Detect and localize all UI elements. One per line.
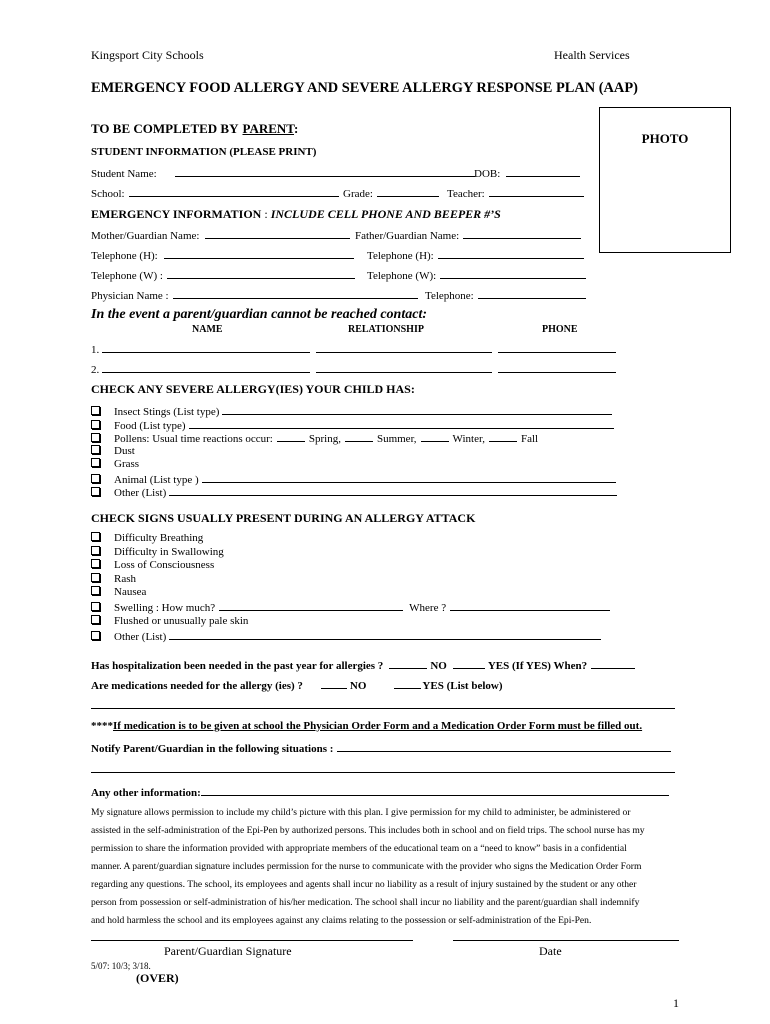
contact-1-phone-field[interactable] (498, 342, 616, 353)
allergy-dust-checkbox[interactable] (91, 445, 100, 454)
tel-h-field-2[interactable] (438, 248, 584, 259)
other-info-row: Any other information: (91, 785, 669, 799)
allergy-food-field[interactable] (189, 418, 614, 429)
physician-tel-label: Telephone: (425, 290, 474, 302)
hosp-yes-field[interactable] (453, 658, 485, 669)
physician-tel-row (425, 288, 586, 302)
school-label: School: (91, 188, 125, 200)
medications-row: Are medications needed for the allergy (ies) ? NO YES (List below) (91, 680, 503, 692)
date-line[interactable] (453, 940, 679, 941)
allergy-pollens: Pollens: Usual time reactions occur: Spring, Summer, Winter, Fall (91, 431, 538, 445)
student-info-heading: STUDENT INFORMATION (PLEASE PRINT) (91, 146, 317, 158)
allergy-food: Food (List type) (91, 418, 614, 432)
contact-1-name-field[interactable] (102, 342, 310, 353)
sign-swelling-checkbox[interactable] (91, 602, 100, 611)
dob-row (474, 166, 580, 180)
signs-heading: CHECK SIGNS USUALLY PRESENT DURING AN ALLERGY ATTACK (91, 511, 476, 525)
sign-flushed-checkbox[interactable] (91, 615, 100, 624)
contact-row-1 (91, 342, 616, 356)
physician-tel-field[interactable] (478, 288, 586, 299)
revision-dates: 5/07: 10/3; 3/18. (91, 961, 151, 971)
emergency-heading: EMERGENCY INFORMATION : INCLUDE CELL PHONE AND BEEPER #’S (91, 207, 501, 221)
notify-line-2[interactable] (91, 772, 675, 773)
sign-checkbox[interactable] (91, 559, 100, 568)
contact-row-2-num: 2. (91, 364, 100, 376)
contact-col-phone: PHONE (542, 324, 578, 335)
tel-w-row-1 (91, 268, 355, 282)
hospitalization-row: Has hospitalization been needed in the past year for allergies ? NO YES (If YES) When? (91, 658, 635, 672)
sign-item: Loss of Consciousness (91, 559, 610, 573)
tel-h-row-1 (91, 248, 354, 262)
page-number: 1 (673, 996, 679, 1010)
notify-field[interactable] (337, 741, 671, 752)
contact-1-relationship-field[interactable] (316, 342, 492, 353)
sign-item: Difficulty in Swallowing (91, 546, 610, 560)
contact-2-phone-field[interactable] (498, 362, 616, 373)
school-row (91, 186, 339, 200)
parent-signature-label: Parent/Guardian Signature (164, 944, 292, 958)
sign-flushed: Flushed or unusually pale skin (91, 615, 610, 629)
permission-paragraph (91, 804, 691, 930)
swelling-amount-field[interactable] (219, 600, 403, 611)
form-title: EMERGENCY FOOD ALLERGY AND SEVERE ALLERGY RESPONSE PLAN (AAP) (91, 80, 638, 96)
other-info-field[interactable] (201, 785, 669, 796)
swelling-where-field[interactable] (450, 600, 610, 611)
father-row (355, 228, 581, 242)
hosp-when-field[interactable] (591, 658, 635, 669)
allergy-dust: Dust (91, 445, 135, 457)
over-label: (OVER) (136, 971, 179, 985)
meds-no-field[interactable] (321, 678, 347, 689)
sign-checkbox[interactable] (91, 573, 100, 582)
allergy-insect-checkbox[interactable] (91, 406, 100, 415)
physician-label: Physician Name : (91, 290, 169, 302)
sign-checkbox[interactable] (91, 546, 100, 555)
tel-h-row-2 (367, 248, 584, 262)
pollen-spring-field[interactable] (277, 431, 305, 442)
photo-label: PHOTO (641, 131, 689, 146)
contact-row-2 (91, 362, 616, 376)
teacher-label: Teacher: (447, 188, 485, 200)
contact-2-relationship-field[interactable] (316, 362, 492, 373)
father-label: Father/Guardian Name: (355, 230, 460, 242)
hosp-no-field[interactable] (389, 658, 427, 669)
physician-row (91, 288, 418, 302)
allergy-animal-field[interactable] (202, 472, 616, 483)
allergy-animal: Animal (List type ) (91, 472, 616, 486)
tel-w-row-2 (367, 268, 586, 282)
allergy-other-checkbox[interactable] (91, 487, 100, 496)
header-left: Kingsport City Schools (91, 48, 204, 62)
allergy-food-checkbox[interactable] (91, 420, 100, 429)
allergy-insect: Insect Stings (List type) (91, 404, 612, 418)
allergy-insect-field[interactable] (222, 404, 612, 415)
pollen-winter-field[interactable] (421, 431, 449, 442)
contact-heading: In the event a parent/guardian cannot be reached contact: (91, 307, 427, 322)
grade-field[interactable] (377, 186, 439, 197)
parent-signature-line[interactable] (91, 940, 413, 941)
permission-line: regarding any questions. The school, its employees and agents shall incur no liability as a result of injury sustained by the student or any other (91, 879, 637, 890)
student-name-field[interactable] (175, 166, 475, 177)
tel-w-field-2[interactable] (440, 268, 586, 279)
sign-other-field[interactable] (169, 629, 601, 640)
sign-checkbox[interactable] (91, 586, 100, 595)
sign-checkbox[interactable] (91, 532, 100, 541)
allergies-heading: CHECK ANY SEVERE ALLERGY(IES) YOUR CHILD HAS: (91, 382, 415, 396)
allergy-grass-checkbox[interactable] (91, 458, 100, 467)
mother-field[interactable] (205, 228, 350, 239)
allergy-animal-checkbox[interactable] (91, 474, 100, 483)
dob-field[interactable] (506, 166, 580, 177)
permission-line: and hold harmless the school and its employees against any claims relating to the possession or self-administration of the Epi-Pen. (91, 915, 592, 926)
allergy-grass: Grass (91, 458, 139, 470)
emergency-heading-note: INCLUDE CELL PHONE AND BEEPER #’S (270, 207, 501, 221)
contact-col-relationship: RELATIONSHIP (348, 324, 424, 335)
pollen-summer-field[interactable] (345, 431, 373, 442)
physician-field[interactable] (173, 288, 418, 299)
pollen-fall-field[interactable] (489, 431, 517, 442)
allergy-other: Other (List) (91, 485, 617, 499)
teacher-field[interactable] (489, 186, 584, 197)
permission-line: manner. A parent/guardian signature includes permission for the nurse to communicate with the provider who signs the Medication Order Form (91, 861, 642, 872)
contact-2-name-field[interactable] (102, 362, 310, 373)
student-name-label: Student Name: (91, 168, 157, 180)
contact-row-1-num: 1. (91, 344, 100, 356)
tel-h-field-1[interactable] (164, 248, 354, 259)
mother-row (91, 228, 350, 242)
completed-by-heading: TO BE COMPLETED BY PARENT: (91, 121, 299, 136)
photo-box[interactable] (599, 107, 731, 253)
meds-yes-field[interactable] (394, 678, 421, 689)
permission-line: My signature allows permission to include my child’s picture with this plan. I give permission for my child to administer, be administered or (91, 807, 631, 818)
father-field[interactable] (463, 228, 581, 239)
sign-item: Rash (91, 573, 610, 587)
permission-line: permission to share the information provided with appropriate members of the educational team on a “need to know” basis in a confidential (91, 843, 627, 854)
sign-other: Other (List) (91, 629, 610, 645)
header-right: Health Services (554, 48, 630, 62)
sign-swelling: Swelling : How much? Where ? (91, 600, 610, 616)
mother-label: Mother/Guardian Name: (91, 230, 200, 242)
allergy-other-field[interactable] (169, 485, 617, 496)
parent-word: PARENT (242, 121, 295, 136)
permission-line: assisted in the self-administration of the Epi-Pen by authorized persons. This includes both in school and on field trips. The school nurse has my (91, 825, 645, 836)
dob-label: DOB: (474, 168, 501, 180)
grade-row (343, 186, 439, 200)
sign-item: Difficulty Breathing (91, 532, 610, 546)
sign-item: Nausea (91, 586, 610, 600)
sign-other-checkbox[interactable] (91, 631, 100, 640)
student-name-row (91, 166, 475, 180)
tel-h-label-2: Telephone (H): (367, 250, 434, 262)
tel-h-label-1: Telephone (H): (91, 250, 158, 262)
teacher-row (447, 186, 584, 200)
tel-w-label-1: Telephone (W) : (91, 270, 163, 282)
signs-list (91, 532, 610, 644)
notify-row: Notify Parent/Guardian in the following situations : (91, 741, 671, 755)
date-label: Date (539, 944, 562, 958)
medication-list-line[interactable] (91, 708, 675, 709)
contact-col-name: NAME (192, 324, 223, 335)
permission-line: person from possession or self-administration of his/her medication. The school shall incur no liability and the parent/guardian shall indemnify (91, 897, 640, 908)
school-field[interactable] (129, 186, 339, 197)
grade-label: Grade: (343, 188, 373, 200)
tel-w-label-2: Telephone (W): (367, 270, 437, 282)
medication-note: ****If medication is to be given at school the Physician Order Form and a Medication Order Form must be filled out. (91, 720, 643, 732)
allergy-pollens-checkbox[interactable] (91, 433, 100, 442)
tel-w-field-1[interactable] (167, 268, 355, 279)
